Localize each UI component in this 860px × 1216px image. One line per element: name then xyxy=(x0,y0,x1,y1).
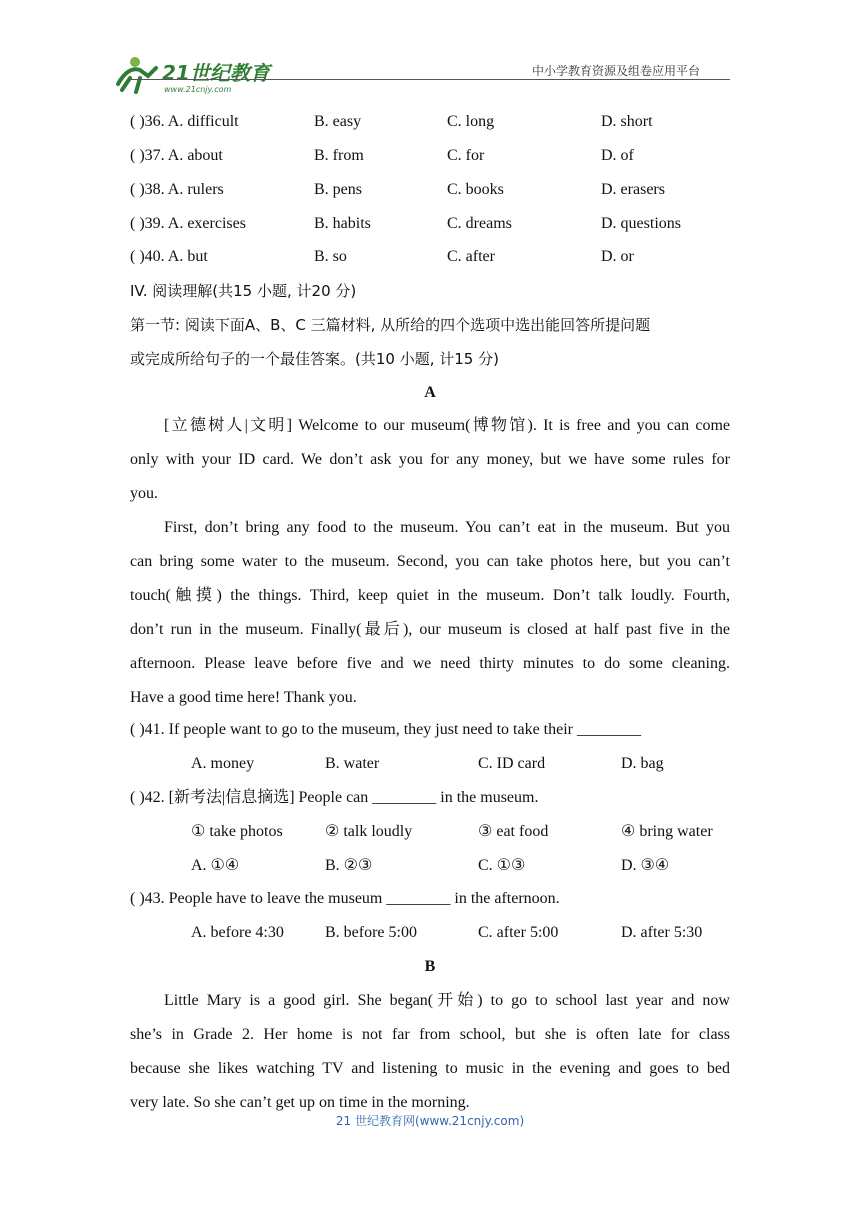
passage-line: only with your ID card. We don’t ask you for any money, but we have some rules for xyxy=(130,451,730,468)
site-logo xyxy=(110,52,280,97)
question-number: ( )36. A. difficult xyxy=(130,113,239,130)
option-d: D. of xyxy=(601,147,634,164)
option-a: A. before 4:30 xyxy=(191,924,284,941)
choice-1: ① take photos xyxy=(191,823,283,840)
question-number: ( )37. A. about xyxy=(130,147,223,164)
passage-line: Little Mary is a good girl. She began(开始) to go to school last year and now xyxy=(164,992,730,1009)
option-c: C. for xyxy=(447,147,485,164)
option-d: D. questions xyxy=(601,215,681,232)
option-a: A. money xyxy=(191,755,255,772)
q41-stem: ( )41. If people want to go to the museum, they just need to take their ________ xyxy=(130,721,641,738)
option-d: D. erasers xyxy=(601,181,665,198)
instruction-line: 第一节: 阅读下面A、B、C 三篇材料, 从所给的四个选项中选出能回答所提问题 xyxy=(130,316,651,334)
option-b: B. water xyxy=(325,755,380,772)
option-b: B. ②③ xyxy=(325,857,373,874)
instruction-line: 或完成所给句子的一个最佳答案。(共10 小题, 计15 分) xyxy=(130,350,499,368)
passage-line: Have a good time here! Thank you. xyxy=(130,689,357,706)
passage-line: can bring some water to the museum. Second, you can take photos here, but you can’t xyxy=(130,553,730,570)
passage-line: [立德树人|文明] Welcome to our museum(博物馆). It is free and you can come xyxy=(164,417,730,434)
passage-title: B xyxy=(424,958,436,975)
option-c: C. after xyxy=(447,248,495,265)
option-d: D. or xyxy=(601,248,634,265)
option-d: D. short xyxy=(601,113,653,130)
passage-line: you. xyxy=(130,485,158,502)
option-c: C. books xyxy=(447,181,504,198)
question-number: ( )39. A. exercises xyxy=(130,215,246,232)
option-c: C. long xyxy=(447,113,495,130)
option-b: B. habits xyxy=(314,215,371,232)
passage-b xyxy=(130,984,730,1120)
header-divider xyxy=(130,79,730,80)
passage-line: because she likes watching TV and listening to music in the evening and goes to bed xyxy=(130,1060,730,1077)
passage-a xyxy=(130,409,730,715)
section-heading: IV. 阅读理解(共15 小题, 计20 分) xyxy=(130,282,357,300)
passage-line: touch(触摸) the things. Third, keep quiet in the museum. Don’t talk loudly. Fourth, xyxy=(130,587,730,604)
platform-label: 中小学教育资源及组卷应用平台 xyxy=(532,64,701,78)
option-b: B. pens xyxy=(314,181,362,198)
question-number: ( )38. A. rulers xyxy=(130,181,224,198)
logo-text: 21世纪教育 xyxy=(162,61,270,85)
passage-line: she’s in Grade 2. Her home is not far from school, but she is often late for class xyxy=(130,1026,730,1043)
choice-3: ③ eat food xyxy=(478,823,549,840)
option-d: D. bag xyxy=(621,755,664,772)
passage-line: very late. So she can’t get up on time in the morning. xyxy=(130,1094,470,1111)
page-footer: 21 世纪教育网(www.21cnjy.com) xyxy=(335,1114,525,1128)
passage-title: A xyxy=(424,384,436,401)
logo-url: www.21cnjy.com xyxy=(164,85,232,94)
option-b: B. so xyxy=(314,248,347,265)
option-c: C. after 5:00 xyxy=(478,924,559,941)
option-a: A. ①④ xyxy=(191,857,240,874)
choice-4: ④ bring water xyxy=(621,823,713,840)
option-c: C. ID card xyxy=(478,755,546,772)
passage-line: don’t run in the museum. Finally(最后), our museum is closed at half past five in the xyxy=(130,621,730,638)
option-d: D. after 5:30 xyxy=(621,924,703,941)
question-number: ( )40. A. but xyxy=(130,248,208,265)
option-c: C. dreams xyxy=(447,215,512,232)
option-b: B. from xyxy=(314,147,364,164)
passage-line: First, don’t bring any food to the museum. You can’t eat in the museum. But you xyxy=(164,519,730,536)
option-b: B. easy xyxy=(314,113,362,130)
option-b: B. before 5:00 xyxy=(325,924,417,941)
choice-2: ② talk loudly xyxy=(325,823,413,840)
q42-stem: ( )42. [新考法|信息摘选] People can ________ in the museum. xyxy=(130,789,539,806)
option-d: D. ③④ xyxy=(621,857,670,874)
q43-stem: ( )43. People have to leave the museum ________ in the afternoon. xyxy=(130,890,560,907)
passage-line: afternoon. Please leave before five and we need thirty minutes to do some cleaning. xyxy=(130,655,730,672)
option-c: C. ①③ xyxy=(478,857,526,874)
